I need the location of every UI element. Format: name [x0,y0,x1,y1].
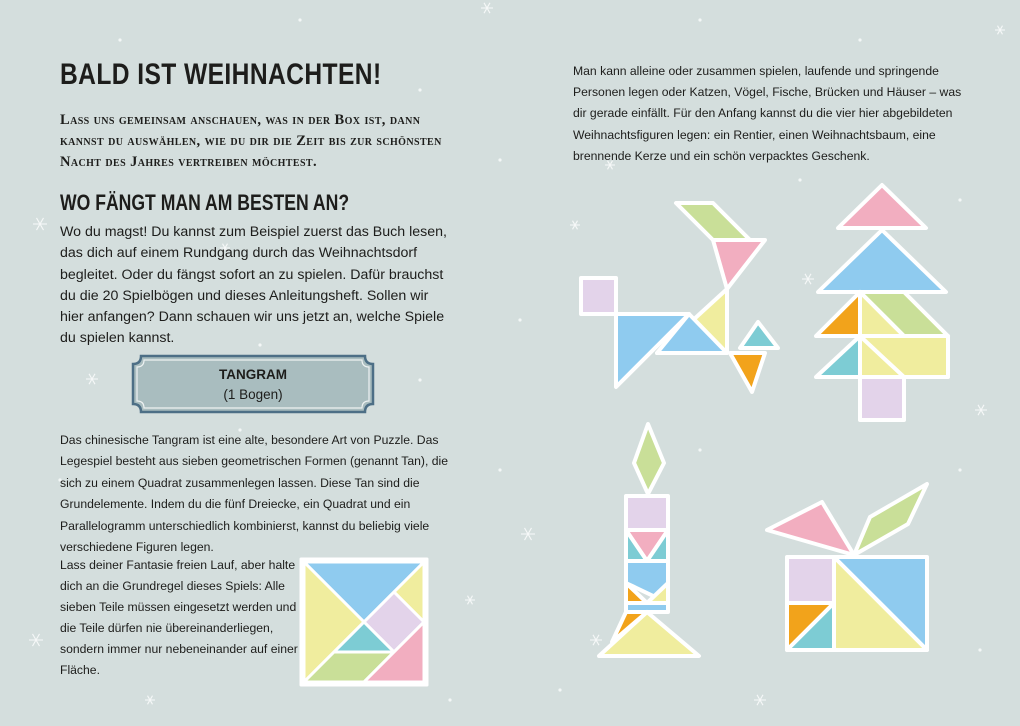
snowflake-icon [33,218,47,230]
snowflake-icon [995,26,1005,35]
snowflake-icon [481,3,493,13]
snow-dot [498,158,501,161]
snow-dot [418,88,421,91]
snow-dot [958,468,961,471]
snowflake-icon [29,634,43,646]
snow-dot [418,378,421,381]
snow-dot [448,698,451,701]
snow-dot [518,318,521,321]
snowflake-icon [465,596,475,605]
page-title: BALD IST WEIHNACHTEN! [60,58,382,91]
banner-subtitle: (1 Bogen) [223,387,283,402]
candle-figure [595,420,705,660]
tangram-description: Das chinesische Tangram ist eine alte, besondere Art von Puzzle. Das Legespiel besteht aus sieben geometrischen Formen (genannt Tan), die sich zu einem Quadrat zusammenlegen lassen. Diese Tan sind die Grundelemente. Indem du die fünf Dreiecke, ein Quadrat und ein Parallelogramm unterschiedlich kombinierst, kannst du beliebig viele verschiedene Figuren legen. [60,433,448,555]
snowflake-icon [145,696,155,705]
gift-figure [760,478,940,654]
tangram-rules: Lass deiner Fantasie freien Lauf, aber halte dich an die Grundregel dieses Spiels: Alle sieben Teile müssen eingesetzt werden und die Teile dürfen nie übereinanderliegen, sondern immer nur nebeneinander auf einer Fläche. [60,558,298,678]
reindeer-figure [576,196,786,396]
tangram-banner [131,354,375,414]
snowflake-icon [86,374,98,384]
section-subtitle: WO FÄNGT MAN AM BESTEN AN? [60,190,350,215]
snowflake-icon [754,695,766,705]
snow-dot [558,688,561,691]
snow-dot [118,38,121,41]
snowflake-icon [975,405,987,415]
snow-dot [958,198,961,201]
christmas-tree-figure [812,180,952,423]
snow-dot [498,468,501,471]
banner-title: TANGRAM [219,367,287,382]
right-paragraph: Man kann alleine oder zusammen spielen, laufende und springende Personen legen oder Katzen, Vögel, Fische, Brücken und Häuser – was dir gerade einfällt. Für den Anfang kannst du die vier hier abgebildeten Weihnachtsfiguren legen: ein Rentier, einen Weihnachtsbaum, eine brennende Kerze und ein schön verpacktes Geschenk. [573,64,962,163]
snow-dot [698,18,701,21]
intro-paragraph: Wo du magst! Du kannst zum Beispiel zuerst das Buch lesen, das dich auf einem Rundgang durch das Weihnachtsdorf begleitet. Oder du fängst sofort an zu spielen. Dafür brauchst du die 20 Spielbögen und dieses Anleitungsheft. Sollen wir hier anfangen? Dann schauen wir uns jetzt an, welche Spiele du spielen kannst. [60,224,447,347]
snowflake-icon [521,528,535,540]
snow-dot [858,38,861,41]
tangram-square-figure [298,556,430,688]
snow-dot [298,18,301,21]
lead-paragraph: Lass uns gemeinsam anschauen, was in der Box ist, dann kannst du auswählen, wie du dir die Zeit bis zur schönsten Nacht des Jahres vertreiben möchtest. [60,112,442,170]
snow-dot [978,648,981,651]
snow-dot [798,178,801,181]
